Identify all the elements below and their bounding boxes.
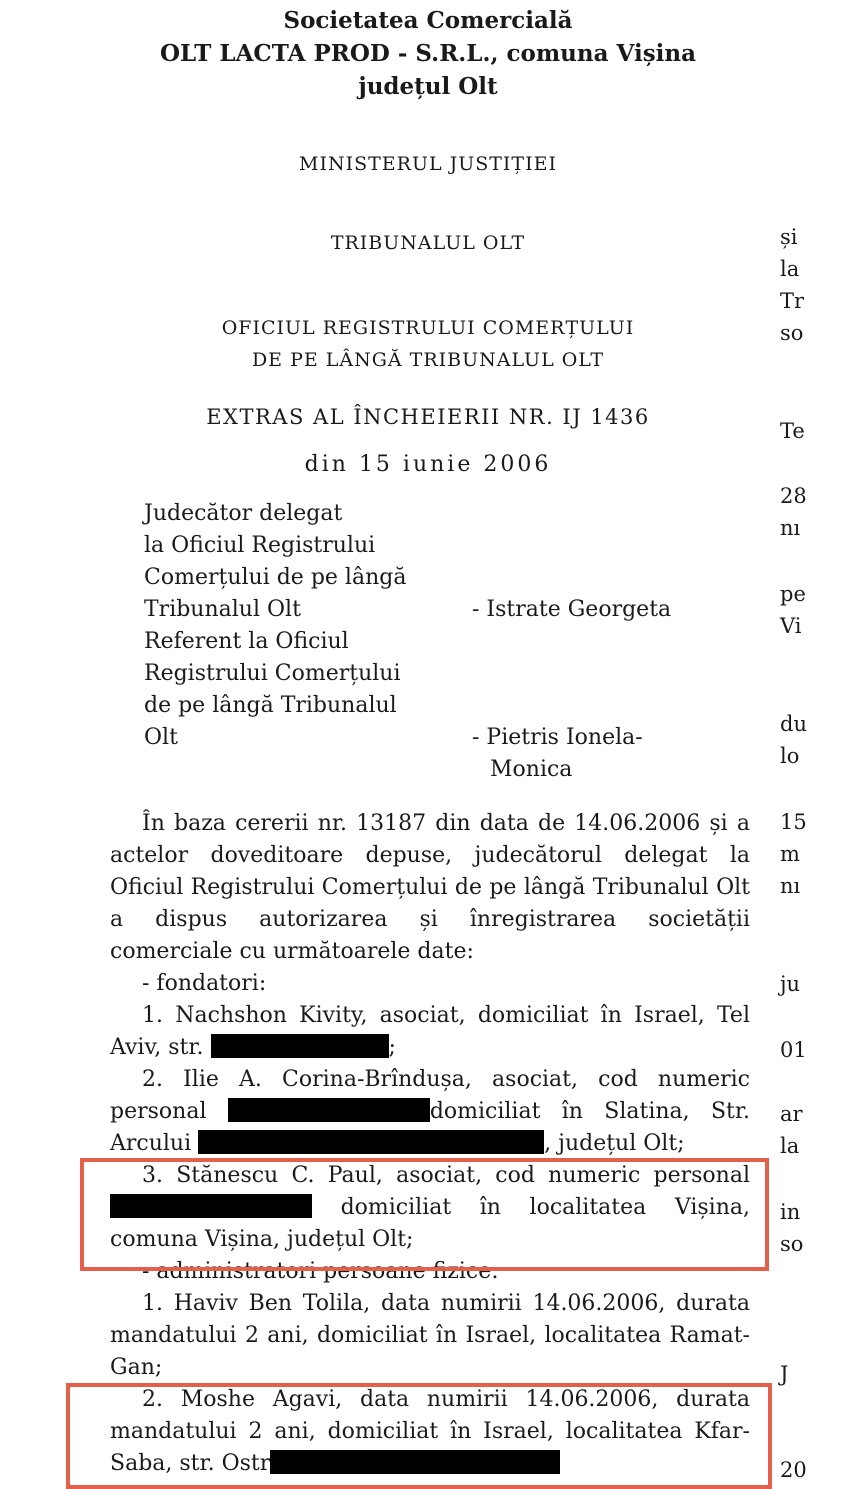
office-heading bbox=[0, 312, 856, 376]
fragment: și bbox=[780, 225, 798, 249]
fragment: ju bbox=[780, 972, 801, 996]
fragment: 01 bbox=[780, 1038, 807, 1062]
redaction-bar bbox=[228, 1098, 430, 1122]
fragment: Te bbox=[780, 419, 805, 443]
redaction-bar bbox=[211, 1034, 389, 1058]
referent-line: Registrului Comerțului bbox=[144, 661, 401, 686]
founder-3-address: domiciliat în localitatea Vișina, comuna Vișina, județul Olt; bbox=[110, 1195, 750, 1252]
admin-1: 1. Haviv Ben Tolila, data numirii 14.06.2006, durata mandatului 2 ani, domiciliat în Israel, localitatea Ramat-Gan; bbox=[110, 1291, 750, 1380]
referent-name-line-1: - Pietris Ionela- bbox=[472, 725, 643, 750]
fragment: nı bbox=[780, 874, 801, 898]
founder-1-text: 1. Nachshon Kivity, asociat, domiciliat în Israel, Tel Aviv, str. bbox=[110, 1003, 750, 1060]
fragment: m bbox=[780, 842, 800, 866]
fragment: nı bbox=[780, 516, 801, 540]
tribunal-heading: TRIBUNALUL OLT bbox=[330, 232, 526, 254]
referent-line: Referent la Oficiul bbox=[144, 629, 349, 654]
founder-1-end: ; bbox=[388, 1035, 396, 1060]
fragment: la bbox=[780, 1134, 800, 1158]
extract-title: EXTRAS AL ÎNCHEIERII NR. IJ 1436 bbox=[206, 405, 650, 429]
company-title bbox=[0, 4, 856, 103]
judge-name: - Istrate Georgeta bbox=[472, 597, 672, 622]
fragment: so bbox=[780, 321, 804, 345]
founder-1 bbox=[110, 1000, 750, 1064]
highlight-box-admin-2 bbox=[66, 1383, 772, 1489]
founder-2 bbox=[110, 1064, 750, 1160]
ministry-heading: MINISTERUL JUSTIȚIEI bbox=[298, 153, 557, 175]
referent-name bbox=[472, 722, 762, 786]
fragment: Vi bbox=[780, 614, 802, 638]
intro-paragraph: În baza cererii nr. 13187 din data de 14.06.2006 și a actelor doveditoare depuse, judecătorul delegat la Oficiul Registrului Comerțului de pe lângă Tribunalul Olt a dispus autorizarea și înregistrarea societății comerciale cu următoarele date: bbox=[110, 811, 750, 964]
fragment: 20 bbox=[780, 1458, 807, 1482]
company-line-1: Societatea Comercială bbox=[283, 7, 573, 34]
fragment: J bbox=[780, 1362, 789, 1386]
fragment: du bbox=[780, 712, 807, 736]
judge-line: Comerțului de pe lângă bbox=[144, 565, 407, 590]
judge-row bbox=[144, 498, 754, 626]
company-line-3: județul Olt bbox=[358, 73, 498, 100]
judge-line: Judecător delegat bbox=[144, 501, 343, 526]
admin-2-text: 2. Moshe Agavi, data numirii 14.06.2006, durata mandatului 2 ani, domiciliat în Israel, localitatea Kfar-Saba, str. Ostr bbox=[110, 1387, 750, 1476]
referent-row bbox=[144, 626, 754, 782]
fragment: pe bbox=[780, 582, 806, 606]
fragment: so bbox=[780, 1232, 804, 1256]
fragment: la bbox=[780, 257, 800, 281]
highlight-box-founder-3 bbox=[80, 1158, 769, 1271]
office-line-1: OFICIUL REGISTRULUI COMERȚULUI bbox=[221, 317, 635, 339]
judges-block bbox=[144, 498, 754, 782]
company-line-2: OLT LACTA PROD - S.R.L., comuna Vișina bbox=[159, 40, 697, 67]
admins-label: - administratori persoane fizice: bbox=[142, 1259, 499, 1284]
fragment: 15 bbox=[780, 810, 807, 834]
referent-name-line-2: Monica bbox=[490, 757, 573, 782]
judge-line: Tribunalul Olt bbox=[144, 597, 301, 622]
referent-line: de pe lângă Tribunalul bbox=[144, 693, 397, 718]
founder-3-text: 3. Stănescu C. Paul, asociat, cod numeric personal bbox=[142, 1163, 750, 1188]
founders-label: - fondatori: bbox=[142, 971, 267, 996]
redaction-bar bbox=[198, 1130, 544, 1154]
extract-date: din 15 iunie 2006 bbox=[304, 452, 552, 477]
founder-2-end: , județul Olt; bbox=[544, 1131, 685, 1156]
office-line-2: DE PE LÂNGĂ TRIBUNALUL OLT bbox=[251, 349, 605, 371]
founder-2-address: domiciliat în Slatina, Str. Arcului bbox=[110, 1099, 750, 1156]
judge-line: la Oficiul Registrului bbox=[144, 533, 376, 558]
founder-2-text: 2. Ilie A. Corina-Brîndușa, asociat, cod numeric personal bbox=[110, 1067, 750, 1124]
fragment: ar bbox=[780, 1102, 803, 1126]
fragment: in bbox=[780, 1200, 801, 1224]
referent-line: Olt bbox=[144, 725, 178, 750]
document-body bbox=[110, 808, 750, 1480]
fragment: 28 bbox=[780, 484, 807, 508]
fragment: Tr bbox=[780, 289, 805, 313]
fragment: lo bbox=[780, 744, 800, 768]
